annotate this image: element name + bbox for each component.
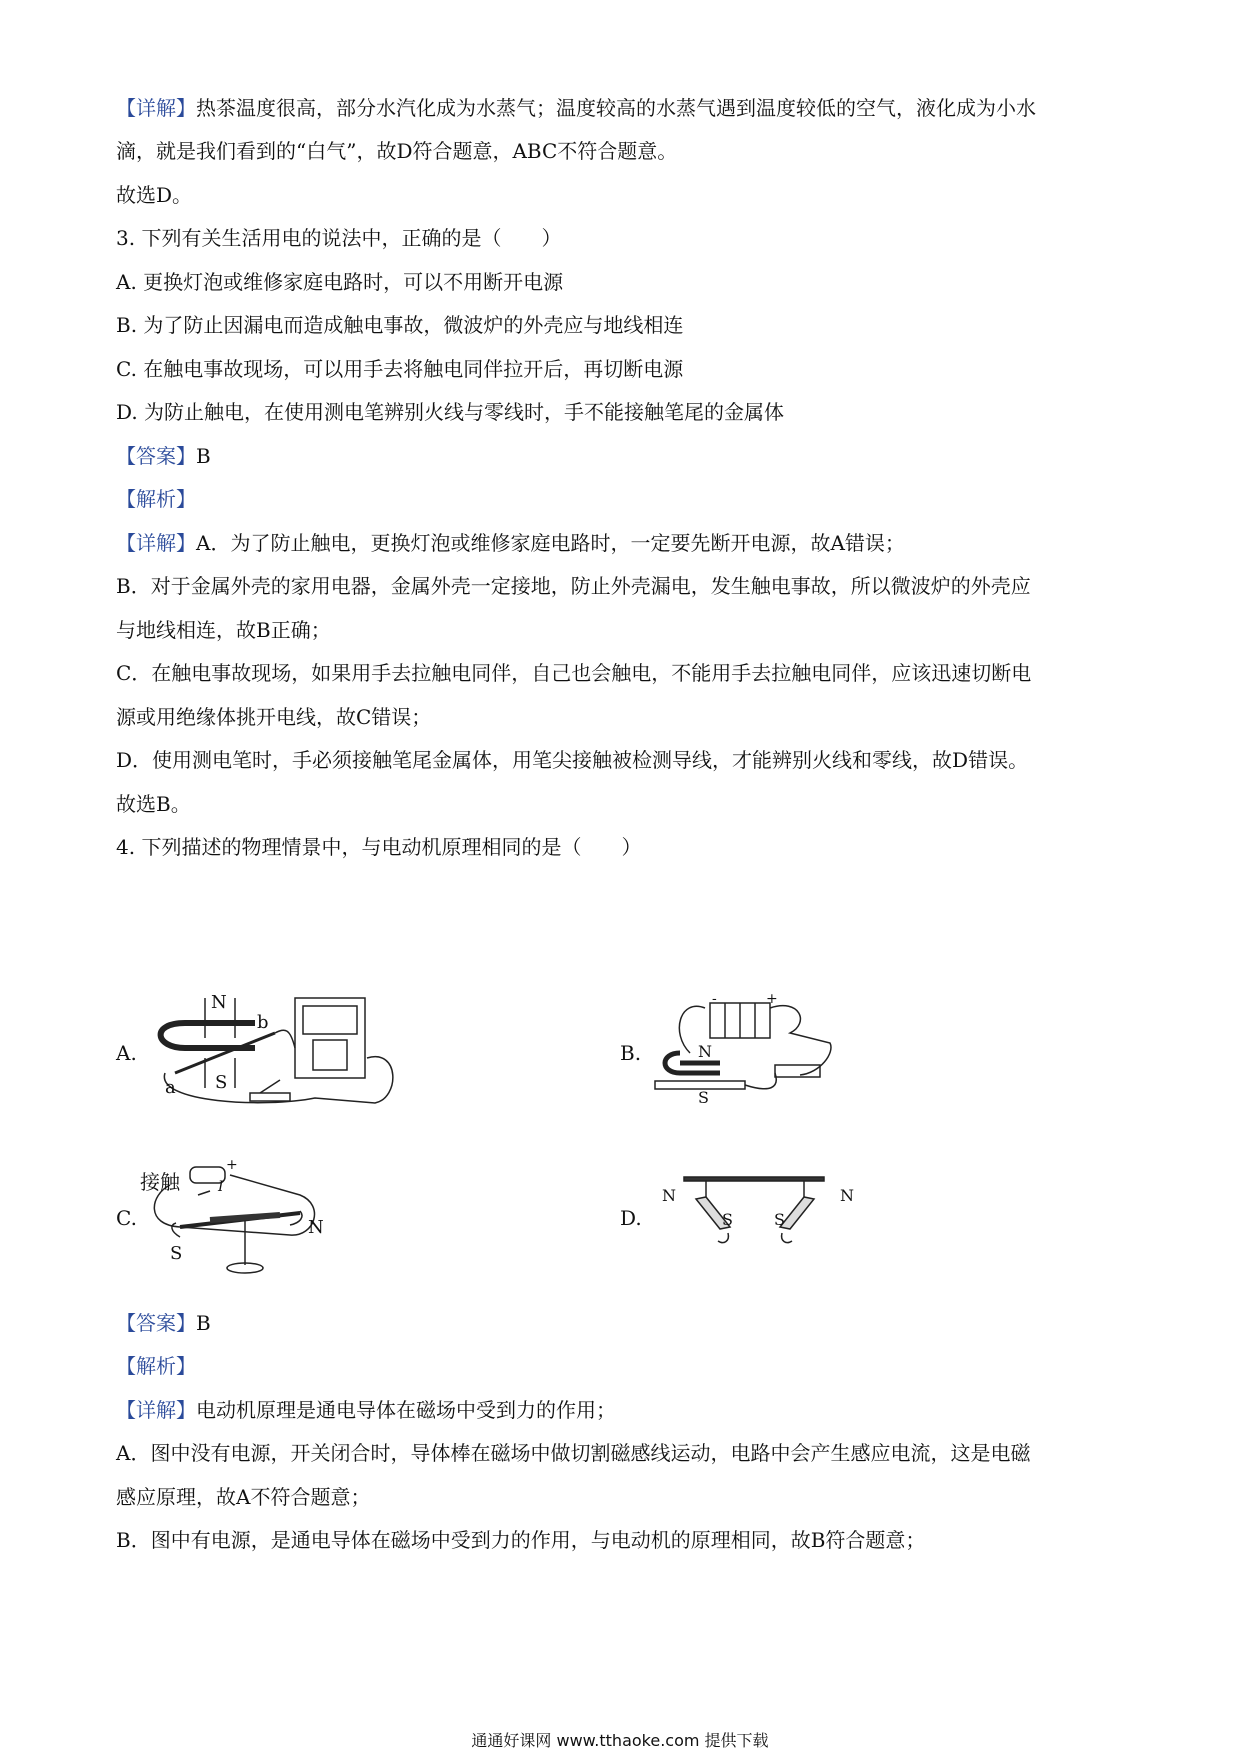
label-n-left: N: [662, 1186, 676, 1205]
label-b: b: [257, 1012, 269, 1033]
page-footer: 通通好课网 www.tthaoke.com 提供下载: [471, 1731, 769, 1750]
text-line: C．在触电事故现场，如果用手去拉触电同伴，自己也会触电，不能用手去拉触电同伴，应该迅速切断电: [116, 661, 1032, 685]
text-line: 【详解】电动机原理是通电导体在磁场中受到力的作用；: [116, 1398, 616, 1422]
option-c: C. 在触电事故现场，可以用手去将触电同伴拉开后，再切断电源: [116, 357, 684, 381]
label-s-left: S: [722, 1210, 733, 1229]
figure-d-label: D.: [620, 1206, 642, 1230]
label-plus: +: [226, 1157, 238, 1173]
analysis-heading: 【解析】: [116, 487, 196, 511]
label-s: S: [698, 1088, 709, 1107]
label-n-right: N: [840, 1186, 854, 1205]
figure-a-diagram: [145, 988, 405, 1118]
label-minus: -: [712, 993, 717, 1007]
label-current: I: [218, 1179, 224, 1195]
answer-line: 【答案】B: [116, 1311, 211, 1335]
option-b: B. 为了防止因漏电而造成触电事故，微波炉的外壳应与地线相连: [116, 313, 684, 337]
figure-c-diagram: [140, 1155, 350, 1285]
question-4-stem: 4. 下列描述的物理情景中，与电动机原理相同的是（ ）: [116, 835, 642, 859]
text-line: 源或用绝缘体挑开电线，故C错误；: [116, 705, 432, 729]
label-s-right: S: [774, 1210, 785, 1229]
figure-c-label: C.: [116, 1206, 137, 1230]
text-line: A．图中没有电源，开关闭合时，导体棒在磁场中做切割磁感线运动，电路中会产生感应电流，这是电磁: [116, 1441, 1031, 1465]
text-line: 感应原理，故A不符合题意；: [116, 1485, 371, 1509]
option-d: D. 为防止触电，在使用测电笔辨别火线与零线时，手不能接触笔尾的金属体: [116, 400, 785, 424]
figure-d-diagram: [658, 1175, 858, 1255]
text-line: B．对于金属外壳的家用电器，金属外壳一定接地，防止外壳漏电，发生触电事故，所以微波炉的外壳应: [116, 574, 1031, 598]
label-s: S: [170, 1243, 183, 1264]
analysis-heading: 【解析】: [116, 1354, 196, 1378]
label-contact: 接触: [140, 1170, 180, 1194]
label-plus: +: [766, 993, 778, 1007]
option-a: A. 更换灯泡或维修家庭电路时，可以不用断开电源: [116, 270, 564, 294]
text-line: D．使用测电笔时，手必须接触笔尾金属体，用笔尖接触被检测导线，才能辨别火线和零线，故D错误。: [116, 748, 1029, 772]
text-line: 故选D。: [116, 183, 193, 207]
text-line: B．图中有电源，是通电导体在磁场中受到力的作用，与电动机的原理相同，故B符合题意；: [116, 1528, 926, 1552]
answer-line: 【答案】B: [116, 444, 211, 468]
text-line: 滴，就是我们看到的“白气”，故D符合题意，ABC不符合题意。: [116, 139, 678, 163]
figure-b-label: B.: [620, 1041, 642, 1065]
text-line: 【详解】热茶温度很高，部分水汽化成为水蒸气；温度较高的水蒸气遇到温度较低的空气，液化成为小水: [116, 96, 1036, 120]
label-n: N: [308, 1217, 324, 1238]
figure-a-label: A.: [116, 1041, 137, 1065]
text-line: 故选B。: [116, 792, 191, 816]
label-n: N: [211, 992, 227, 1013]
figure-b-diagram: [650, 993, 850, 1113]
text-line: 【详解】A．为了防止触电，更换灯泡或维修家庭电路时，一定要先断开电源，故A错误；: [116, 531, 905, 555]
label-n: N: [698, 1042, 712, 1061]
label-s: S: [215, 1072, 228, 1093]
label-a: a: [165, 1077, 176, 1098]
text-line: 与地线相连，故B正确；: [116, 618, 331, 642]
question-3-stem: 3. 下列有关生活用电的说法中，正确的是（ ）: [116, 226, 562, 250]
